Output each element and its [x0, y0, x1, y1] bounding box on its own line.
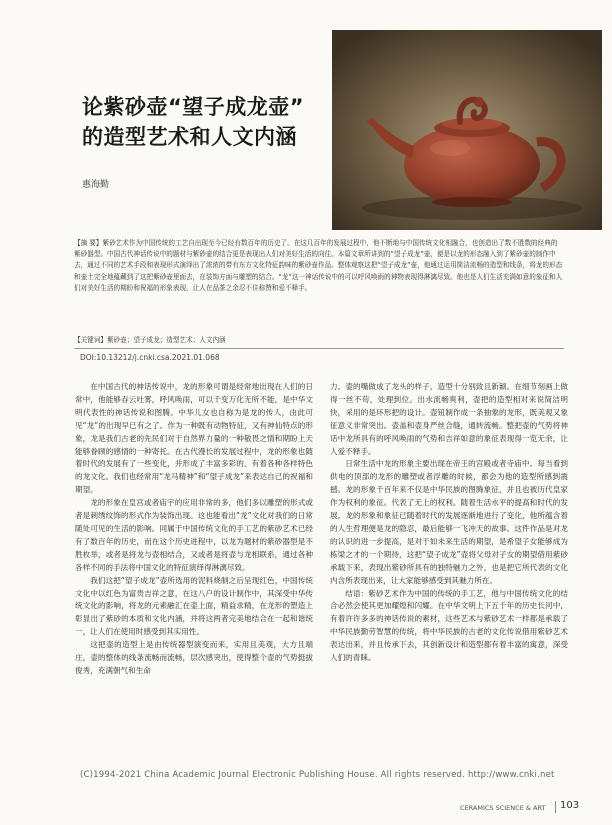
abstract: 【摘 要】紫砂艺术作为中国传统的工艺自出现至今已经有数百年的历史了。在这几百年的发展过程中，他不断地与中国传统文化相融合，也创造出了数不胜数的经典的紫砂器型。中国古代神话传说中的题材与紫砂壶的结合更是表现出人们对美好生活的向往。本篇文章所讲到的“望子成龙”壶，便是以龙的形态融入到了紫砂壶的制作中去，通过不同的艺术手段和表现形式演绎出了浓浓的带有东方文化特征韵味的紫砂壶作品。整体观察这把“望子成龙”壶，他通过运用简洁流畅的造型和线条，将龙的形态和壶土完全地蕴藏到了这把紫砂壶里面去，在装饰方面与雕塑的结合。“龙”这一神话传说中的可以呼风唤雨的神物表现得淋漓尽致。他也是人们生活充满如意的象征和人们对美好生活的期盼和祝福的形象表现，让人在品茶之余忍不住称赞和爱不释手。: [74, 239, 563, 292]
body-column-right: [330, 381, 568, 665]
doi: DOI:10.13212/j.cnki.csa.2021.01.068: [80, 353, 220, 362]
paragraph: 在中国古代的神话传说中，龙的形象可谓是经常地出现在人们的日常中，他能够吞云吐雾，呼风唤雨，可以千变万化无所不能，是中华文明代表性的神话传说和图腾。中华儿女也自称为是龙的传人，由此可见“龙”的出现早已有之了。作为一种既有动物特征，又有神仙特点的形象，龙是我们古老的先民们对于自然界力量的一种敬畏之情和期盼上天能够眷顾的感情的一种寄托。在古代漫长的发展过程中，龙的形象也随着时代的发展有了一些变化，并形成了丰富多彩的、有着各种各样特色的龙文化。我们也经常用“龙马精神”和“望子成龙”来表达自己的祝福和期望。: [75, 382, 313, 495]
author-name: 惠海勤: [82, 180, 110, 190]
page-number: 103: [560, 800, 580, 811]
paragraph: 力。壶的嘴做成了龙头的样子，造型十分别致且新颖。在细节刻画上做得一丝不苟，处理到位。出水流畅爽利，壶把的造型相对来说简洁明快，采用的是环形把的设计。壶钮制作成一条抽象的龙形，既美观又象征意义非常突出。壶盖和壶身严丝合缝，通转流畅。整把壶的气势将神话中龙所具有的呼风唤雨的气势和吉祥如意的象征表现得一览无余，让人爱不释手。: [330, 382, 568, 456]
paragraph: 我们这把“望子成龙”壶所选用的泥料烧制之后呈现红色，中国传统文化中以红色为富贵吉祥之意，在这八户的设计制作中，其深受中华传统文化的影响，将龙的元素融汇在壶上面，精益求精，在龙形的塑造上彰显出了紫砂的本质和文化内涵，并将这两者完美地结合在一起和谐统一，让人们在使用时感受到其实用性。: [75, 575, 313, 637]
teapot-photo: [332, 30, 602, 230]
paragraph: 结语：紫砂艺术作为中国的传统的手工艺，他与中国传统文化的结合必然会使其更加耀煌和闪耀。在中华文明上下五千年的历史长河中，有着许许多多的神话传说的素材，这些艺术与紫砂艺术一样都是承载了中华民族勤劳智慧的传统，将中华民族的古老的文化传说借用紫砂艺术表达出来，并且传承下去，其创新设计和造型都有着丰富的寓意，深受人们的青睐。: [330, 588, 568, 663]
paragraph: 日常生活中龙的形象主要出现在帝王的宫殿或者寺庙中。每当看到供电的顶部的龙形的雕塑或者浮雕的时候，都会为他的造型所感到震撼。龙的形象千百年来不仅是中华民族的图腾象征，并且也被历代皇家作为权利的象征。代表了无上的权利。随着生活水平的提高和时代的发展，龙的形象和象征已随着时代的发展逐渐地进行了变化，他所蕴含着的人生哲理便是龙的隐忍，最后能够一飞冲天的故事。这件作品是对龙的认识的进一步提高，是对于如未来生活的期望，是希望子女能够成为栋梁之才的一个期待，这把“望子成龙”壶将父母对子女的期望借用紫砂承载下来，表现出紫砂所具有的独特魅力之外，也是把它所代表的文化内含所表现出来，让大家能够感受到其魅力所在。: [330, 459, 568, 585]
title-line-1: 论紫砂壶“望子成龙壶”: [82, 95, 305, 119]
article-title: [82, 92, 322, 152]
divider: [74, 348, 564, 349]
footer-divider: [555, 801, 556, 813]
body-column-left: [75, 381, 313, 678]
keywords: 【关键词】紫砂壶；望子成龙；造型艺术；人文内涵: [74, 336, 226, 344]
paragraph: 龙的形象在皇宫或者庙宇的应用非常的多，他们多以雕塑的形式或者是刺绣纹饰的形式作为装饰出现。这也能看出“龙”文化对我们的日常随处可见的生活的影响。同属于中国传统文化的手工艺的紫砂艺术已经有了数百年的历史，而在这个历史进程中，以龙为题材的紫砂器型是不胜枚举，或者是将龙与壶相结合，又或者是将壶与龙相联系，通过各种各样不同的手法将中国文化的特征演绎得淋漓尽致。: [75, 498, 313, 572]
copyright-watermark: (C)1994-2021 China Academic Journal Electronic Publishing House. All rights reserved. http://www.cnki.net: [80, 770, 555, 780]
paragraph: 这把壶的造型上是由传统器型演变而来，实用且美观，大方且端庄，壶的整体的线条流畅而流畅，层次感突出，使得整个壶的气势挺拔俊秀，充满朝气和生命: [75, 640, 313, 675]
journal-footer: CERAMICS SCIENCE & ART: [460, 804, 546, 812]
title-line-2: 的造型艺术和人文内涵: [82, 125, 297, 149]
